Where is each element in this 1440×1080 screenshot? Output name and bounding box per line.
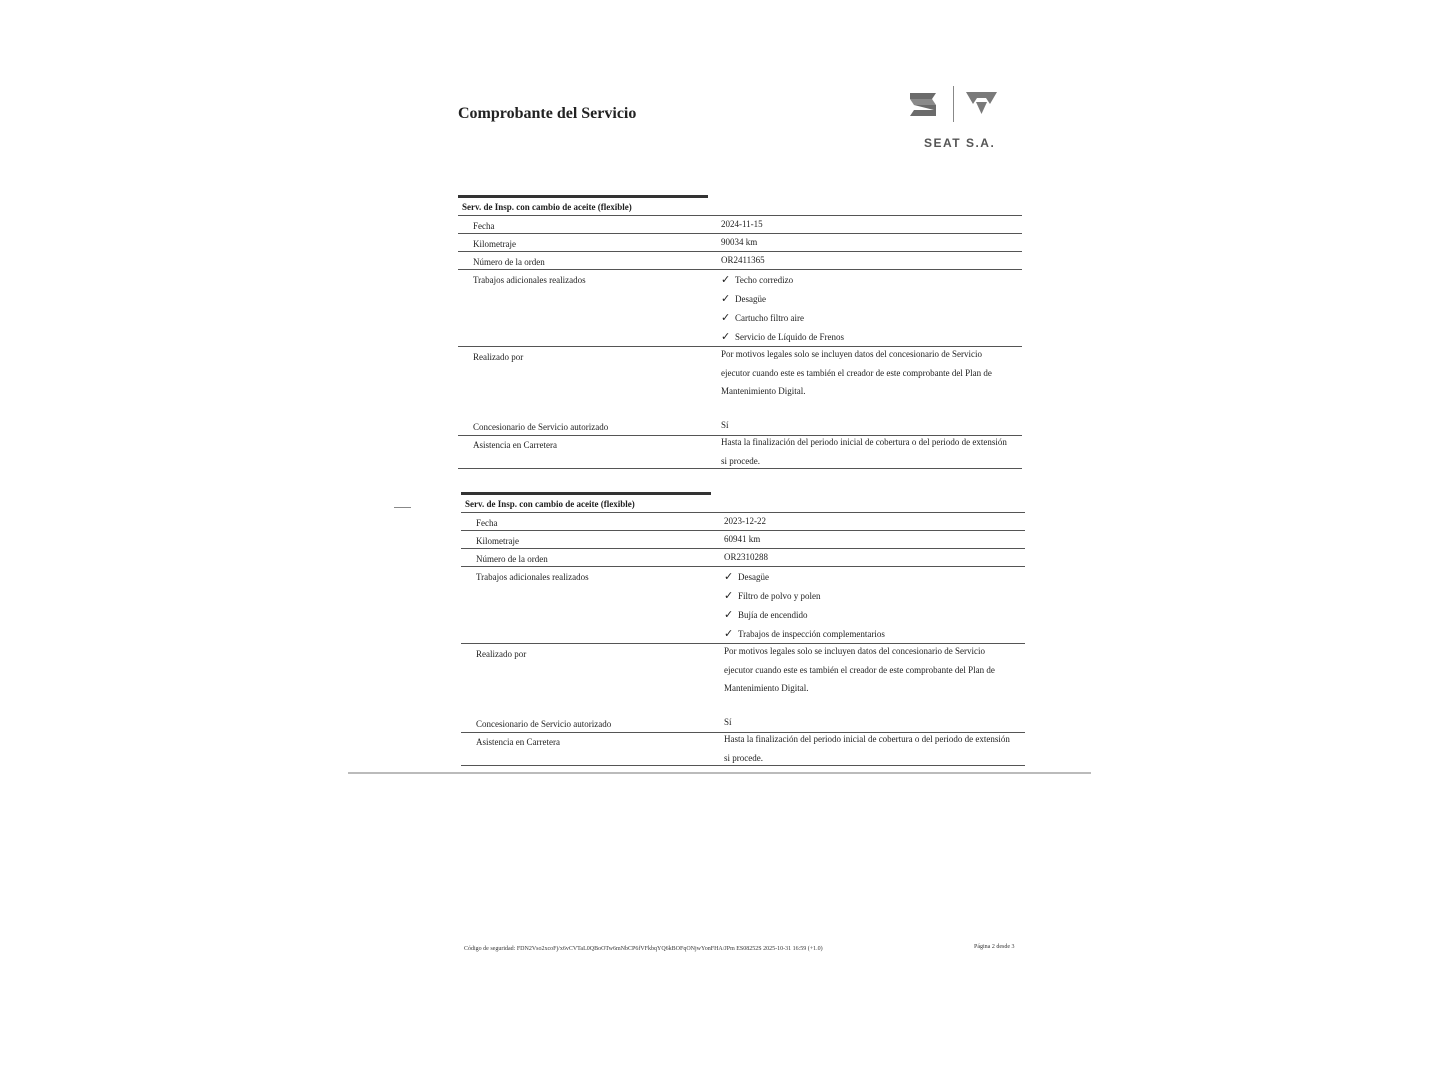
row-divider — [461, 512, 1025, 513]
orden-value: OR2310288 — [724, 552, 769, 562]
scan-margin-mark — [394, 507, 411, 508]
concesionario-value: Sí — [724, 717, 732, 727]
fecha-label: Fecha — [473, 221, 495, 231]
checkmark-icon: ✓ — [721, 273, 731, 286]
row-divider — [458, 233, 1022, 234]
fecha-label: Fecha — [476, 518, 498, 528]
trabajo-item: ✓ Cartucho filtro aire — [721, 311, 804, 324]
section-top-bar — [461, 492, 711, 495]
service-heading: Serv. de Insp. con cambio de aceite (flexible) — [462, 202, 632, 212]
checkmark-icon: ✓ — [724, 608, 734, 621]
trabajo-item: ✓ Desagüe — [721, 292, 766, 305]
asistencia-value: Hasta la finalización del periodo inicial de cobertura o del periodo de extensión si procede. — [724, 734, 1010, 763]
document-title: Comprobante del Servicio — [458, 105, 637, 122]
row-divider — [458, 251, 1022, 252]
trabajos-label: Trabajos adicionales realizados — [476, 572, 589, 582]
orden-label: Número de la orden — [476, 554, 548, 564]
service-record-2 — [461, 492, 1027, 772]
fecha-value: 2023-12-22 — [724, 516, 766, 526]
checkmark-icon: ✓ — [721, 330, 731, 343]
brand-caption: SEAT S.A. — [924, 136, 996, 150]
row-divider — [458, 269, 1022, 270]
checkmark-icon: ✓ — [724, 570, 734, 583]
checkmark-icon: ✓ — [724, 627, 734, 640]
km-value: 60941 km — [724, 534, 761, 544]
trabajos-label: Trabajos adicionales realizados — [473, 275, 586, 285]
fecha-value: 2024-11-15 — [721, 219, 763, 229]
concesionario-label: Concesionario de Servicio autorizado — [476, 719, 612, 729]
row-divider — [461, 765, 1025, 766]
realizado-label: Realizado por — [473, 352, 524, 362]
row-divider — [461, 548, 1025, 549]
trabajo-item: ✓ Trabajos de inspección complementarios — [724, 627, 885, 640]
realizado-label: Realizado por — [476, 649, 527, 659]
page-number: Página 2 desde 3 — [974, 944, 1015, 950]
checkmark-icon: ✓ — [724, 589, 734, 602]
trabajo-item: ✓ Bujía de encendido — [724, 608, 808, 621]
row-divider — [458, 215, 1022, 216]
trabajo-item: ✓ Servicio de Líquido de Frenos — [721, 330, 844, 343]
trabajo-item: ✓ Desagüe — [724, 570, 769, 583]
km-label: Kilometraje — [476, 536, 519, 546]
km-value: 90034 km — [721, 237, 758, 247]
orden-label: Número de la orden — [473, 257, 545, 267]
service-record-1 — [458, 195, 1024, 475]
checkmark-icon: ✓ — [721, 311, 731, 324]
section-top-bar — [458, 195, 708, 198]
seat-cupra-logo-icon — [906, 84, 1002, 134]
row-divider — [461, 530, 1025, 531]
service-heading: Serv. de Insp. con cambio de aceite (flexible) — [465, 499, 635, 509]
security-code: Código de seguridad: FDN2Vso2xcoFj/x6vCVTaL0QBoOTw6mNbCP6fVFkbqYQ6kBOFqONjwYonFHA/JPm ES08252S 2025-10-31 16:59 (+1.0) — [464, 946, 823, 952]
row-divider — [458, 468, 1022, 469]
row-divider — [461, 566, 1025, 567]
km-label: Kilometraje — [473, 239, 516, 249]
orden-value: OR2411365 — [721, 255, 765, 265]
concesionario-label: Concesionario de Servicio autorizado — [473, 422, 609, 432]
asistencia-label: Asistencia en Carretera — [473, 440, 557, 450]
checkmark-icon: ✓ — [721, 292, 731, 305]
page-bottom-rule — [348, 772, 1091, 774]
realizado-value: Por motivos legales solo se incluyen datos del concesionario de Servicio ejecutor cuando este es también el creador de este comprobante del Plan de Mantenimiento Digital. — [721, 349, 992, 396]
brand-logo — [906, 84, 1002, 154]
trabajo-item: ✓ Filtro de polvo y polen — [724, 589, 821, 602]
trabajo-item: ✓ Techo corredizo — [721, 273, 794, 286]
realizado-value: Por motivos legales solo se incluyen datos del concesionario de Servicio ejecutor cuando este es también el creador de este comprobante del Plan de Mantenimiento Digital. — [724, 646, 995, 693]
concesionario-value: Sí — [721, 420, 729, 430]
asistencia-value: Hasta la finalización del periodo inicial de cobertura o del periodo de extensión si procede. — [721, 437, 1007, 466]
asistencia-label: Asistencia en Carretera — [476, 737, 560, 747]
